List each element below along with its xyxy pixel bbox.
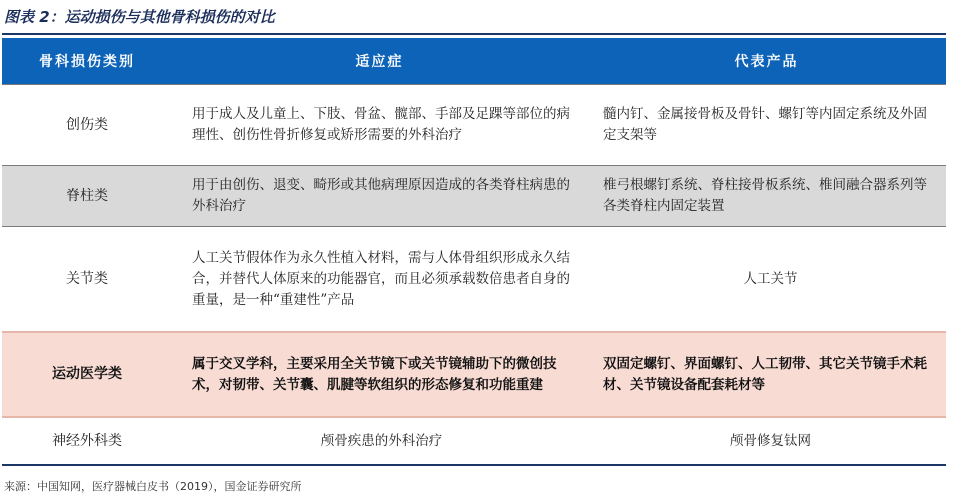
- table-header-row: [2, 38, 946, 85]
- category-cell: 关节类: [2, 227, 172, 333]
- category-cell: 脊柱类: [2, 166, 172, 227]
- category-cell: 神经外科类: [2, 417, 172, 465]
- products-cell: 髓内钉、金属接骨板及骨针、螺钉等内固定系统及外固定支架等: [587, 85, 946, 166]
- category-cell: 运动医学类: [2, 332, 172, 417]
- header-products: 代表产品: [587, 38, 946, 85]
- indication-cell: 颅骨疾患的外科治疗: [172, 417, 587, 465]
- indication-cell: 人工关节假体作为永久性植入材料，需与人体骨组织形成永久结合，并替代人体原来的功能器官，而且必须承载数倍患者自身的重量，是一种“重建性”产品: [172, 227, 587, 333]
- products-cell: 人工关节: [587, 227, 946, 333]
- table-row: [2, 85, 946, 166]
- table-row-highlighted: [2, 332, 946, 417]
- category-cell: 创伤类: [2, 85, 172, 166]
- title-divider: [2, 33, 946, 35]
- indication-cell: 用于成人及儿童上、下肢、骨盆、髋部、手部及足踝等部位的病理性、创伤性骨折修复或矫形需要的外科治疗: [172, 85, 587, 166]
- products-cell: 双固定螺钉、界面螺钉、人工韧带、其它关节镜手术耗材、关节镜设备配套耗材等: [587, 332, 946, 417]
- header-indication: 适应症: [172, 38, 587, 85]
- products-cell: 椎弓根螺钉系统、脊柱接骨板系统、椎间融合器系列等各类脊柱内固定装置: [587, 166, 946, 227]
- header-category: 骨科损伤类别: [2, 38, 172, 85]
- figure-title: 图表 2：运动损伤与其他骨科损伤的对比: [4, 8, 275, 26]
- source-note: 来源：中国知网，医疗器械白皮书（2019），国金证券研究所: [4, 480, 302, 493]
- table-row: [2, 227, 946, 333]
- indication-cell: 属于交叉学科，主要采用全关节镜下或关节镜辅助下的微创技术，对韧带、关节囊、肌腱等软组织的形态修复和功能重建: [172, 332, 587, 417]
- comparison-table: [2, 38, 946, 466]
- products-cell: 颅骨修复钛网: [587, 417, 946, 465]
- table-row: [2, 166, 946, 227]
- table-row: [2, 417, 946, 465]
- indication-cell: 用于由创伤、退变、畸形或其他病理原因造成的各类脊柱病患的外科治疗: [172, 166, 587, 227]
